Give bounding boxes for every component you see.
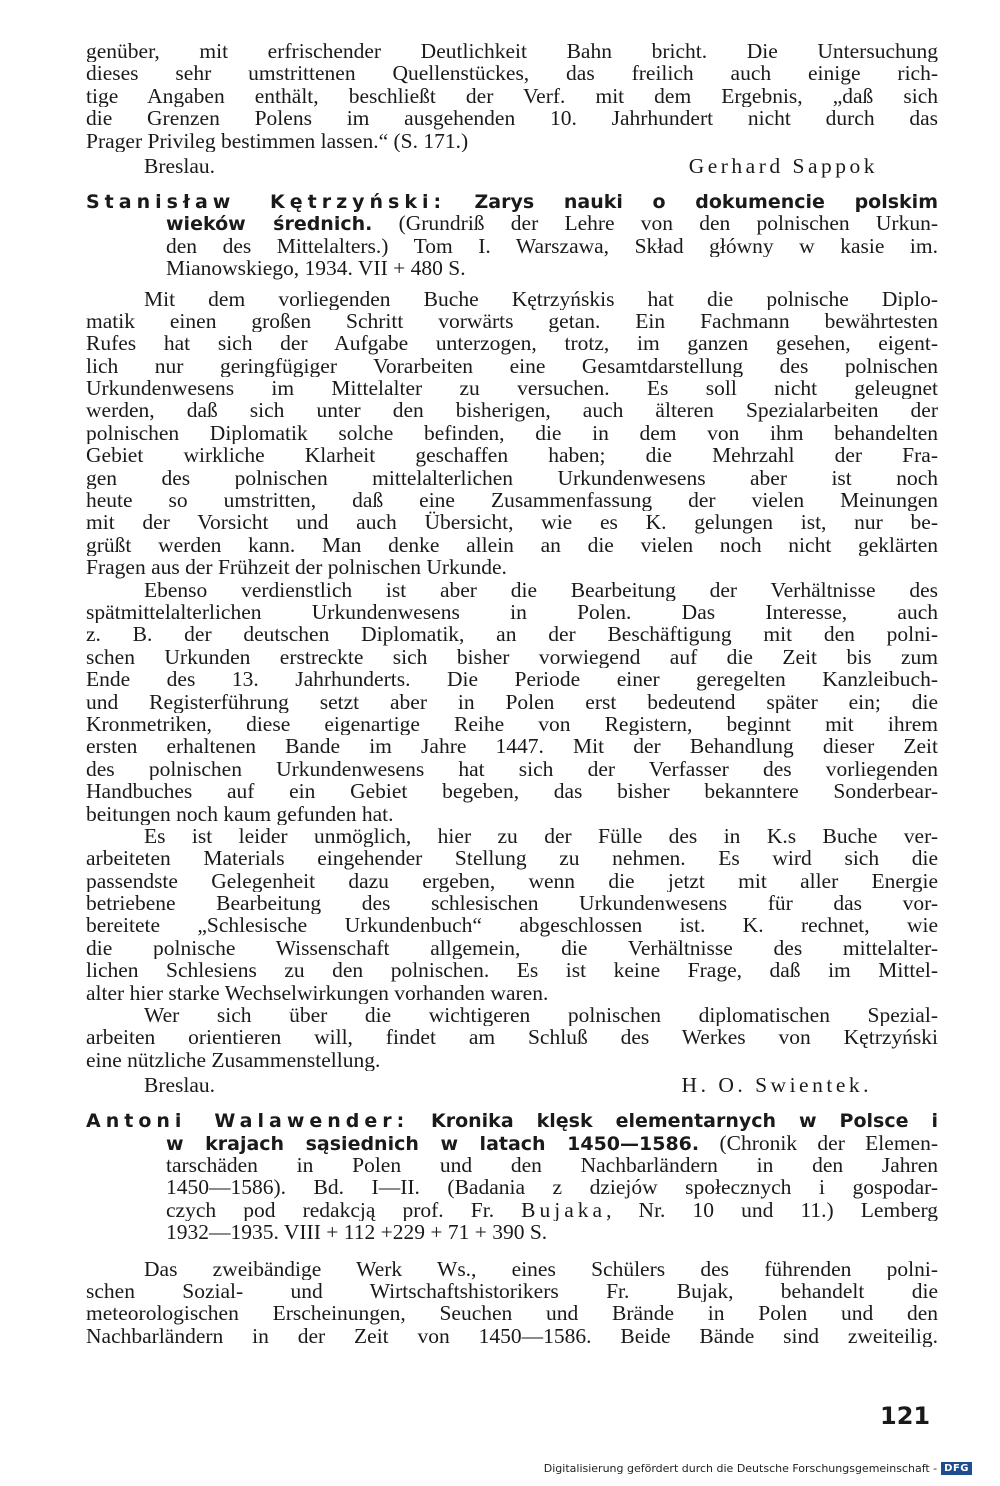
text-line: schen Sozial- und Wirtschaftshistorikers Fr. Bujak, behandelt die — [86, 1279, 938, 1303]
signature-place: Breslau. — [144, 1073, 216, 1098]
review-2-author: Antoni Walawender: — [86, 1110, 410, 1132]
text-span: , Nr. 10 und 11.) Lemberg — [606, 1198, 938, 1222]
review-1-title-line — [86, 190, 938, 212]
text-line: mit der Vorsicht und auch Übersicht, wie es K. gelungen ist, nur be- — [86, 511, 938, 534]
text-line: arbeiten orientieren will, findet am Schluß des Werkes von Kętrzyński — [86, 1026, 938, 1049]
text-line: ersten erhaltenen Bande im Jahre 1447. Mit der Behandlung dieser Zeit — [86, 735, 938, 758]
review-1-paragraph-3 — [86, 825, 938, 1004]
text-line: Gebiet wirkliche Klarheit geschaffen haben; die Mehrzahl der Fra- — [86, 444, 938, 467]
text-span: czych pod redakcją prof. Fr. — [166, 1198, 522, 1222]
text-line: die polnische Wissenschaft allgemein, die Verhältnisse des mittelalter- — [86, 936, 938, 960]
text-line: beitungen noch kaum gefunden hat. — [86, 802, 394, 825]
signature-swientek — [86, 1073, 938, 1097]
text-line: eine nützliche Zusammenstellung. — [86, 1048, 381, 1072]
text-line: Prager Privileg bestimmen lassen.“ (S. 171.) — [86, 129, 469, 152]
text-line: den des Mittelalters.) Tom I. Warszawa, Skład główny w kasie im. — [166, 234, 938, 258]
intro-paragraph — [86, 40, 938, 152]
review-2-title-line — [86, 1109, 938, 1131]
review-2-title-line — [86, 1132, 938, 1154]
text-line: lich nur geringfügiger Vorarbeiten eine Gesamtdarstellung des polnischen — [86, 354, 938, 378]
text-line: tige Angaben enthält, beschließt der Verf. mit dem Ergebnis, „daß sich — [86, 84, 938, 108]
text-line: matik einen großen Schritt vorwärts getan. Ein Fachmann bewährtesten — [86, 309, 938, 333]
text-line: und Registerführung setzt aber in Polen erst bedeutend später ein; die — [86, 690, 938, 713]
text-line: Ebenso verdienstlich ist aber die Bearbeitung der Verhältnisse des — [144, 578, 938, 601]
signature-author: H. O. Swientek. — [681, 1073, 872, 1098]
text-line: heute so umstritten, daß eine Zusammenfassung der vielen Meinungen — [86, 489, 938, 512]
text-line: bereitete „Schlesische Urkundenbuch“ abgeschlossen ist. K. rechnet, wie — [86, 914, 938, 937]
review-2-translation: (Chronik der Elemen- — [699, 1131, 938, 1154]
text-line: Fragen aus der Frühzeit der polnischen Urkunde. — [86, 556, 507, 579]
signature-place: Breslau. — [144, 153, 216, 178]
review-1-title-line — [86, 212, 938, 234]
review-1-header — [86, 190, 938, 280]
text-line — [86, 1199, 938, 1221]
review-1-translation: (Grundriß der Lehre von den polnischen Urkun- — [372, 212, 938, 235]
text-line: arbeiteten Materials eingehender Stellung zu nehmen. Es wird sich die — [86, 847, 938, 870]
text-line: tarschäden in Polen und den Nachbarländern in den Jahren — [166, 1153, 938, 1177]
text-line: spätmittelalterlichen Urkundenwesens in Polen. Das Interesse, auch — [86, 600, 938, 624]
text-line: meteorologischen Erscheinungen, Seuchen und Brände in Polen und den — [86, 1302, 938, 1325]
footer-text: Digitalisierung gefördert durch die Deutsche Forschungsgemeinschaft - — [543, 1462, 938, 1475]
text-line: Es ist leider unmöglich, hier zu der Fülle des in K.s Buche ver- — [144, 824, 938, 848]
review-1-paragraph-4 — [86, 1004, 938, 1071]
text-line: 1450—1586). Bd. I—II. (Badania z dziejów społecznych i gospodar- — [166, 1176, 938, 1199]
text-line: Mit dem vorliegenden Buche Kętrzyńskis hat die polnische Diplo- — [144, 287, 938, 310]
text-line: grüßt werden kann. Man denke allein an die vielen noch nicht geklärten — [86, 533, 938, 557]
text-line: schen Urkunden erstreckte sich bisher vorwiegend auf die Zeit bis zum — [86, 645, 938, 669]
page-number: 121 — [880, 1402, 931, 1430]
text-line: werden, daß sich unter den bisherigen, auch älteren Spezialarbeiten der — [86, 399, 938, 422]
signature-sappok — [86, 154, 938, 178]
dfg-logo: DFG — [941, 1462, 972, 1475]
text-line: des polnischen Urkundenwesens hat sich der Verfasser des vorliegenden — [86, 757, 938, 781]
review-2-paragraph-1 — [86, 1258, 938, 1348]
text-line: passendste Gelegenheit dazu ergeben, wenn die jetzt mit aller Energie — [86, 869, 938, 893]
text-line: genüber, mit erfrischender Deutlichkeit Bahn bricht. Die Untersuchung — [86, 40, 938, 63]
text-line: die Grenzen Polens im ausgehenden 10. Jahrhundert nicht durch das — [86, 107, 938, 130]
review-2-header — [86, 1109, 938, 1243]
review-2-title: Kronika klęsk elementarnych w Polsce i — [431, 1110, 938, 1132]
review-1-author: Stanisław Kętrzyński: — [86, 190, 447, 213]
text-line: z. B. der deutschen Diplomatik, an der Beschäftigung mit den polni- — [86, 623, 938, 646]
review-1-paragraph-2 — [86, 579, 938, 825]
text-line: Handbuches auf ein Gebiet begeben, das bisher bekanntere Sonderbear- — [86, 780, 938, 803]
text-line: Ende des 13. Jahrhunderts. Die Periode einer geregelten Kanzleibuch- — [86, 668, 938, 691]
text-line: Urkundenwesens im Mittelalter zu versuchen. Es soll nicht geleugnet — [86, 377, 938, 400]
text-line: Rufes hat sich der Aufgabe unterzogen, trotz, im ganzen gesehen, eigent- — [86, 332, 938, 355]
text-line: Das zweibändige Werk Ws., eines Schülers des führenden polni- — [144, 1257, 938, 1280]
editor-name: Bujaka — [521, 1198, 607, 1222]
text-line: dieses sehr umstrittenen Quellenstückes, das freilich auch einige rich- — [86, 62, 938, 85]
text-line: polnischen Diplomatik solche befinden, die in dem von ihm behandelten — [86, 421, 938, 445]
text-line: gen des polnischen mittelalterlichen Urkundenwesens aber ist noch — [86, 466, 938, 490]
review-1-title: Zarys nauki o dokumencie polskim — [474, 190, 938, 213]
text-line: Nachbarländern in der Zeit von 1450—1586. Beide Bände sind zweiteilig. — [86, 1324, 938, 1348]
text-line: betriebene Bearbeitung des schlesischen Urkundenwesens für das vor- — [86, 892, 938, 915]
review-1-title-cont: wieków średnich. — [166, 213, 373, 235]
text-line: lichen Schlesiens zu den polnischen. Es ist keine Frage, daß im Mittel- — [86, 959, 938, 982]
text-line: Wer sich über die wichtigeren polnischen diplomatischen Spezial- — [144, 1004, 938, 1027]
text-line: Mianowskiego, 1934. VII + 480 S. — [166, 257, 466, 280]
review-1-paragraph-1 — [86, 288, 938, 579]
review-2-title-cont: w krajach sąsiednich w latach 1450—1586. — [166, 1132, 700, 1154]
page-body — [86, 40, 938, 1347]
text-line: 1932—1935. VIII + 112 +229 + 71 + 390 S. — [166, 1221, 548, 1244]
text-line: alter hier starke Wechselwirkungen vorhanden waren. — [86, 981, 549, 1005]
digitization-footer — [544, 1462, 972, 1475]
signature-author: Gerhard Sappok — [688, 153, 878, 178]
text-line: Kronmetriken, diese eigenartige Reihe von Registern, beginnt mit ihrem — [86, 712, 938, 736]
